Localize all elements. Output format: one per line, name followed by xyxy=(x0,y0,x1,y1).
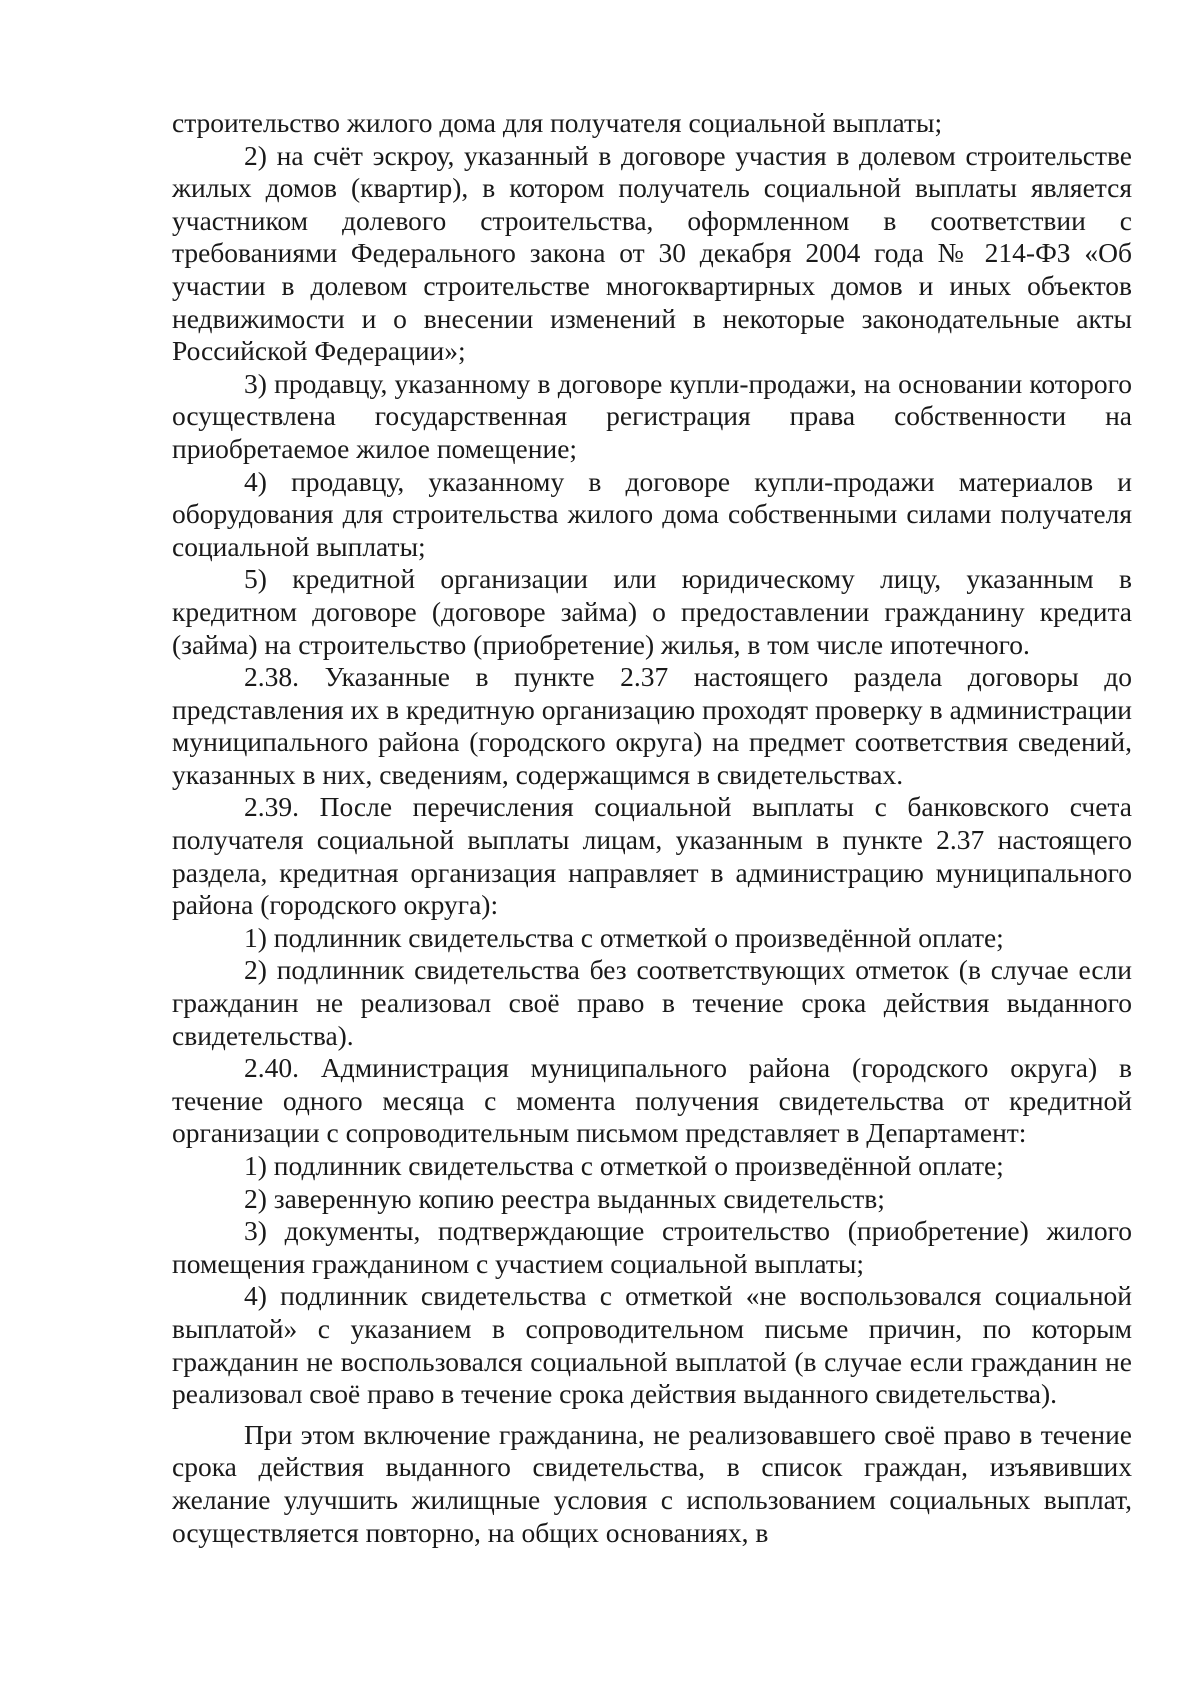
paragraph-2-38: 2.38. Указанные в пункте 2.37 настоящего раздела договоры до представления их в кредитную организацию проходят проверку в администрации муниципального района (городского округа) на предмет соответствия сведений, указанных в них, сведениям, содержащимся в свидетельствах. xyxy=(172,661,1132,790)
paragraph-continuation: строительство жилого дома для получателя социальной выплаты; xyxy=(172,107,943,138)
paragraph-re-inclusion: При этом включение гражданина, не реализовавшего своё право в течение срока действия выданного свидетельства, в список граждан, изъявивших желание улучшить жилищные условия с использованием социальных выплат, осуществляется повторно, на общих основаниях, в xyxy=(172,1418,1132,1548)
paragraph-2-40-item-2: 2) заверенную копию реестра выданных свидетельств; xyxy=(244,1182,885,1214)
paragraph-item-3-seller: 3) продавцу, указанному в договоре купли-продажи, на основании которого осуществлена государственная регистрация права собственности на приобретаемое жилое помещение; xyxy=(172,367,1132,464)
document-page xyxy=(172,107,1132,1549)
paragraph-item-4-materials-seller: 4) продавцу, указанному в договоре купли-продажи материалов и оборудования для строительства жилого дома собственными силами получателя социальной выплаты; xyxy=(172,465,1132,562)
paragraph-2-39: 2.39. После перечисления социальной выплаты с банковского счета получателя социальной выплаты лицам, указанным в пункте 2.37 настоящего раздела, кредитная организация направляет в администрацию муниципального района (городского округа): xyxy=(172,791,1132,921)
paragraph-2-40-item-4: 4) подлинник свидетельства с отметкой «не воспользовался социальной выплатой» с указанием в сопроводительном письме причин, по которым гражданин не воспользовался социальной выплатой (в случае если гражданин не реализовал своё право в течение срока действия выданного свидетельства). xyxy=(172,1280,1132,1410)
paragraph-2-40: 2.40. Администрация муниципального района (городского округа) в течение одного месяца с момента получения свидетельства от кредитной организации с сопроводительным письмом представляет в Департамент: xyxy=(172,1052,1132,1149)
paragraph-item-2-escrow: 2) на счёт эскроу, указанный в договоре участия в долевом строительстве жилых домов (квартир), в котором получатель социальной выплаты является участником долевого строительства, оформленном в соответствии с требованиями Федерального закона от 30 декабря 2004 года № 214-ФЗ «Об участии в долевом строительстве многоквартирных домов и иных объектов недвижимости и о внесении изменений в некоторые законодательные акты Российской Федерации»; xyxy=(172,139,1132,367)
paragraph-2-40-item-1: 1) подлинник свидетельства с отметкой о произведённой оплате; xyxy=(244,1150,1004,1181)
paragraph-2-39-item-1: 1) подлинник свидетельства с отметкой о произведённой оплате; xyxy=(244,921,1004,953)
paragraph-item-5-credit-org: 5) кредитной организации или юридическому лицу, указанным в кредитном договоре (договоре займа) о предоставлении гражданину кредита (займа) на строительство (приобретение) жилья, в том числе ипотечного. xyxy=(172,563,1132,660)
paragraph-2-39-item-2: 2) подлинник свидетельства без соответствующих отметок (в случае если гражданин не реализовал своё право в течение срока действия выданного свидетельства). xyxy=(172,954,1132,1051)
paragraph-2-40-item-3: 3) документы, подтверждающие строительство (приобретение) жилого помещения гражданином с участием социальной выплаты; xyxy=(172,1215,1132,1279)
